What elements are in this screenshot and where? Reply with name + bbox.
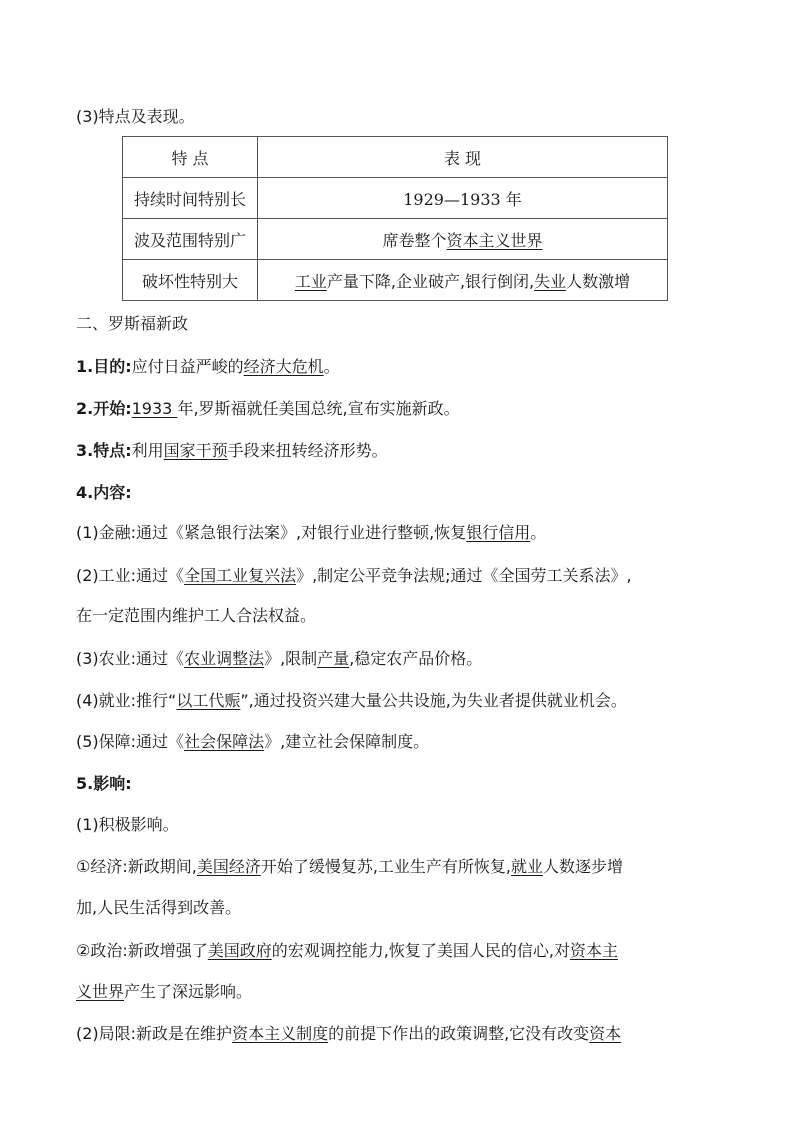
text-segment: 银行信用	[466, 523, 531, 542]
table-row	[123, 219, 668, 260]
text-segment: (5)保障:通过《	[76, 732, 185, 751]
text-segment: 全国工业复兴法	[184, 566, 297, 585]
table-header-cell: 表 现	[258, 137, 668, 178]
text-line	[76, 565, 724, 587]
text-segment: 5.影响:	[76, 774, 132, 793]
text-segment: 义世界	[76, 982, 125, 1001]
text-segment: 人数激增	[566, 271, 631, 291]
text-segment: 席卷整个	[382, 230, 447, 250]
text-line	[76, 981, 724, 1003]
text-segment: 农业调整法	[184, 649, 265, 668]
description-cell	[258, 260, 668, 301]
text-segment: 年,罗斯福就任美国总统,宣布实施新政。	[177, 399, 460, 418]
text-segment: 资本	[589, 1024, 622, 1043]
features-table	[122, 136, 668, 301]
text-segment: 的前提下作出的政策调整,它没有改变	[328, 1024, 590, 1043]
text-line	[76, 356, 724, 378]
text-segment: 。	[530, 523, 547, 542]
text-segment: ①经济:新政期间,	[76, 857, 197, 876]
text-line	[76, 814, 724, 836]
text-segment: (1)金融:通过《紧急银行法案》,对银行业进行整顿,恢复	[76, 523, 467, 542]
text-line	[76, 482, 724, 504]
text-line	[76, 940, 724, 962]
text-segment: 美国政府	[207, 941, 272, 960]
text-line	[76, 605, 724, 627]
text-line	[76, 731, 724, 753]
description-cell	[258, 219, 668, 260]
text-segment: 国家干预	[163, 441, 228, 460]
text-segment: 开始了缓慢复苏,工业生产有所恢复,	[260, 857, 512, 876]
feature-cell: 破坏性特别大	[123, 260, 258, 301]
text-segment: 1.目的:	[76, 357, 132, 376]
text-segment: (2)局限:新政是在维护	[76, 1024, 233, 1043]
text-segment: 》,制定公平竞争法规;通过《全国劳工关系法》,	[296, 566, 632, 585]
description-cell	[258, 178, 668, 219]
text-segment: 》,建立社会保障制度。	[264, 732, 430, 751]
text-segment: 社会保障法	[184, 732, 265, 751]
text-segment: 失业	[534, 271, 567, 291]
table-row	[123, 178, 668, 219]
text-line	[76, 440, 724, 462]
text-line	[76, 773, 724, 795]
text-segment: 美国经济	[196, 857, 261, 876]
text-segment: (3)农业:通过《	[76, 649, 185, 668]
text-segment: 就业	[511, 857, 544, 876]
text-segment: 工业	[294, 271, 327, 291]
table-header-cell: 特 点	[123, 137, 258, 178]
table-row	[123, 260, 668, 301]
text-segment: 年	[500, 189, 522, 209]
text-segment: 1933	[131, 399, 178, 418]
text-segment: ②政治:新政增强了	[76, 941, 208, 960]
text-segment: 资本主义制度	[232, 1024, 329, 1043]
text-segment: 人数逐步增	[543, 857, 624, 876]
text-segment: 2.开始:	[76, 399, 132, 418]
text-segment: 4.内容:	[76, 483, 132, 502]
feature-cell: 持续时间特别长	[123, 178, 258, 219]
text-segment: 资本主	[569, 941, 618, 960]
text-segment: (4)就业:推行“	[76, 691, 177, 710]
text-segment: (1)积极影响。	[76, 815, 179, 834]
text-line	[76, 398, 724, 420]
table-header-row	[123, 137, 668, 178]
text-segment: (2)工业:通过《	[76, 566, 185, 585]
text-line	[76, 690, 724, 712]
text-segment: 的宏观调控能力,恢复了美国人民的信心,对	[271, 941, 570, 960]
text-segment: 产量下降,企业破产,银行倒闭,	[326, 271, 535, 291]
text-segment: 加,人民生活得到改善。	[76, 898, 242, 917]
text-segment: 以工代赈	[176, 691, 241, 710]
text-line	[76, 522, 724, 544]
text-segment: 在一定范围内维护工人合法权益。	[76, 606, 317, 625]
text-segment: 资本主义世界	[446, 230, 543, 250]
text-segment: 3.特点:	[76, 441, 132, 460]
text-line	[76, 897, 724, 919]
text-line	[76, 856, 724, 878]
text-segment: 。	[323, 357, 340, 376]
text-segment: 1929—1933	[403, 189, 501, 209]
text-segment: 二、罗斯福新政	[76, 314, 189, 333]
text-line	[76, 1023, 724, 1045]
text-line	[76, 313, 724, 335]
text-segment: 产量	[317, 649, 350, 668]
text-segment: 经济大危机	[243, 357, 324, 376]
text-segment: 手段来扭转经济形势。	[227, 441, 388, 460]
section-heading-features: (3)特点及表现。	[76, 107, 195, 126]
text-segment: 产生了深远影响。	[124, 982, 253, 1001]
feature-cell: 波及范围特别广	[123, 219, 258, 260]
text-segment: 应付日益严峻的	[131, 357, 244, 376]
text-segment: ”,通过投资兴建大量公共设施,为失业者提供就业机会。	[240, 691, 627, 710]
text-segment: 》,限制	[264, 649, 318, 668]
text-segment: ,稳定农产品价格。	[349, 649, 483, 668]
text-segment: 利用	[131, 441, 164, 460]
text-line	[76, 648, 724, 670]
